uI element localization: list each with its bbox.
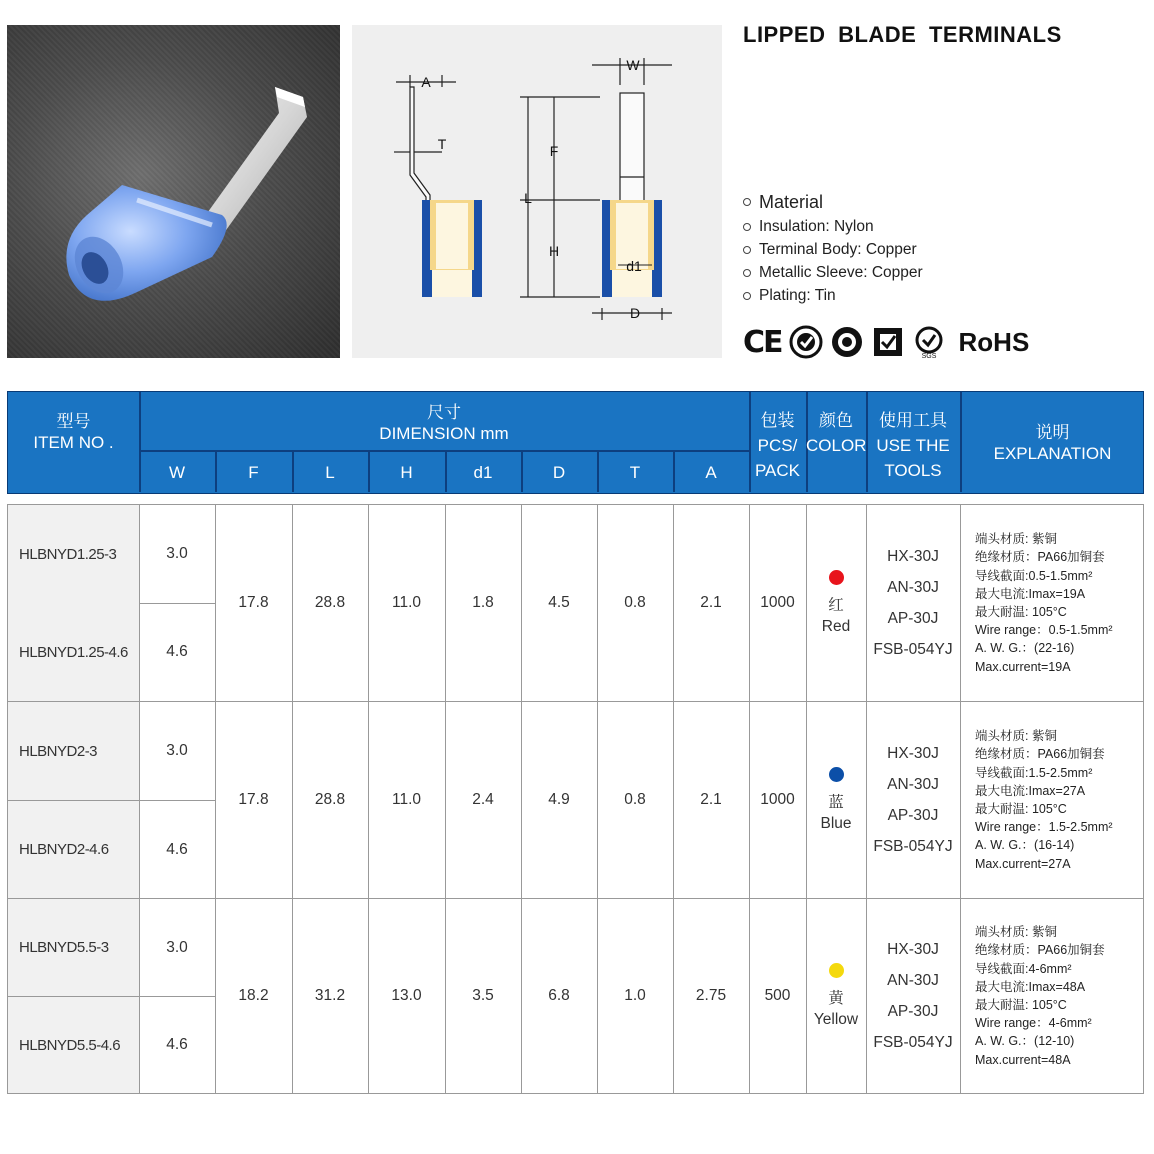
- page-title: LIPPED BLADE TERMINALS: [743, 22, 1062, 47]
- quality-cert-icon: [830, 325, 864, 359]
- material-list: [743, 189, 923, 307]
- item-number: HLBNYD5.5-4.6: [8, 997, 139, 1093]
- header-pack: 包装 PCS/ PACK: [754, 411, 801, 480]
- header-dimension: 尺寸 DIMENSION mm: [379, 403, 509, 443]
- label-L: L: [524, 190, 532, 206]
- header-color: 颜色 COLOR: [806, 411, 867, 455]
- explanation-cell: 端头材质: 紫铜 绝缘材质：PA66加铜套 导线截面:4-6mm² 最大电流:Imax=48A 最大耐温: 105°C Wire range：4-6mm² A. W. G.：(12-10) Max.current=48A: [975, 925, 1105, 1067]
- ce-mark: CE: [743, 324, 782, 360]
- dimension-drawing: [352, 25, 722, 358]
- bullet-icon: [743, 198, 751, 206]
- color-cell: 红 Red: [806, 505, 866, 701]
- label-H: H: [548, 243, 560, 259]
- bullet-icon: [743, 246, 751, 254]
- label-W: W: [626, 57, 640, 73]
- header-dim-h: H: [400, 463, 413, 482]
- color-dot-icon: [829, 570, 844, 585]
- spec-table: [7, 504, 1144, 1094]
- material-item: Insulation: Nylon: [743, 215, 923, 238]
- dim-t: 1.0: [624, 987, 646, 1004]
- item-number: HLBNYD1.25-4.6: [8, 603, 139, 701]
- label-T: T: [437, 136, 447, 152]
- dim-w: 3.0: [166, 742, 188, 759]
- header-dim-t: T: [629, 463, 641, 482]
- material-item: Metallic Sleeve: Copper: [743, 261, 923, 284]
- dim-t: 0.8: [624, 791, 646, 808]
- product-photo: [7, 25, 340, 358]
- dim-h: 11.0: [391, 791, 422, 808]
- dim-a: 2.75: [695, 987, 727, 1004]
- item-number: HLBNYD1.25-3: [8, 505, 139, 603]
- item-number: HLBNYD2-4.6: [8, 801, 139, 898]
- dim-t: 0.8: [624, 594, 646, 611]
- certification-logos: [743, 322, 1029, 362]
- iso-cert-icon: [789, 325, 823, 359]
- material-item: Terminal Body: Copper: [743, 238, 923, 261]
- color-dot-icon: [829, 963, 844, 978]
- explanation-cell: 端头材质: 紫铜 绝缘材质：PA66加铜套 导线截面:1.5-2.5mm² 最大电流:Imax=27A 最大耐温: 105°C Wire range：1.5-2.5mm² A. W. G.：(16-14) Max.current=27A: [975, 729, 1113, 871]
- dim-d: 6.8: [548, 987, 570, 1004]
- color-cell: 黄 Yellow: [806, 899, 866, 1093]
- item-number: HLBNYD2-3: [8, 702, 139, 800]
- dim-w: 4.6: [166, 840, 188, 858]
- bullet-icon: [743, 292, 751, 300]
- label-F: F: [549, 143, 559, 159]
- dim-f: 17.8: [238, 594, 269, 611]
- explanation-cell: 端头材质: 紫铜 绝缘材质：PA66加铜套 导线截面:0.5-1.5mm² 最大电流:Imax=19A 最大耐温: 105°C Wire range：0.5-1.5mm² A. W. G.：(22-16) Max.current=19A: [975, 532, 1113, 674]
- pack-qty: 1000: [760, 594, 795, 611]
- material-heading-row: [743, 189, 923, 215]
- dim-d1: 2.4: [472, 791, 494, 808]
- color-cell: 蓝 Blue: [806, 702, 866, 898]
- dim-a: 2.1: [700, 594, 722, 611]
- label-D: D: [629, 305, 641, 321]
- pack-qty: 1000: [760, 791, 795, 808]
- header-dim-d1: d1: [473, 463, 493, 482]
- dim-l: 28.8: [314, 791, 346, 808]
- dim-d: 4.5: [548, 594, 570, 611]
- tools-cell: HX-30J AN-30J AP-30J FSB-054YJ: [873, 941, 953, 1051]
- item-number: HLBNYD5.5-3: [8, 899, 139, 996]
- dim-h: 13.0: [391, 987, 422, 1004]
- header-dim-l: L: [325, 463, 335, 482]
- bullet-icon: [743, 223, 751, 231]
- material-item: Plating: Tin: [743, 284, 923, 307]
- dim-l: 31.2: [314, 987, 346, 1004]
- dim-w: 3.0: [166, 938, 188, 956]
- dim-h: 11.0: [391, 594, 422, 611]
- ccc-cert-icon: [871, 325, 905, 359]
- dim-w: 4.6: [166, 643, 188, 660]
- header-dim-w: W: [168, 463, 186, 482]
- dim-d: 4.9: [548, 791, 570, 808]
- tools-cell: HX-30J AN-30J AP-30J FSB-054YJ: [873, 745, 953, 855]
- bullet-icon: [743, 269, 751, 277]
- header-dim-d: D: [552, 463, 566, 482]
- header-tools: 使用工具 USE THE TOOLS: [876, 411, 950, 480]
- label-A: A: [421, 74, 431, 90]
- dim-w: 3.0: [166, 545, 188, 562]
- color-dot-icon: [829, 767, 844, 782]
- dim-f: 17.8: [238, 791, 269, 808]
- header-explanation: 说明 EXPLANATION: [993, 423, 1112, 463]
- header-dim-a: A: [705, 463, 717, 482]
- sgs-cert-icon: [912, 325, 946, 359]
- dim-l: 28.8: [314, 594, 346, 611]
- dim-d1: 3.5: [472, 987, 494, 1004]
- table-header: [7, 391, 1144, 494]
- material-heading: Material: [759, 191, 824, 212]
- header-dim-f: F: [248, 463, 259, 482]
- dim-w: 4.6: [166, 1036, 188, 1053]
- tools-cell: HX-30J AN-30J AP-30J FSB-054YJ: [873, 548, 953, 658]
- dim-f: 18.2: [238, 987, 269, 1004]
- pack-qty: 500: [764, 987, 791, 1004]
- rohs-mark: RoHS: [958, 326, 1030, 357]
- dim-a: 2.1: [700, 791, 722, 808]
- label-d1: d1: [626, 258, 642, 274]
- dim-d1: 1.8: [472, 594, 494, 611]
- svg-text:SGS: SGS: [921, 353, 936, 359]
- header-item-no: 型号 ITEM NO .: [33, 412, 114, 452]
